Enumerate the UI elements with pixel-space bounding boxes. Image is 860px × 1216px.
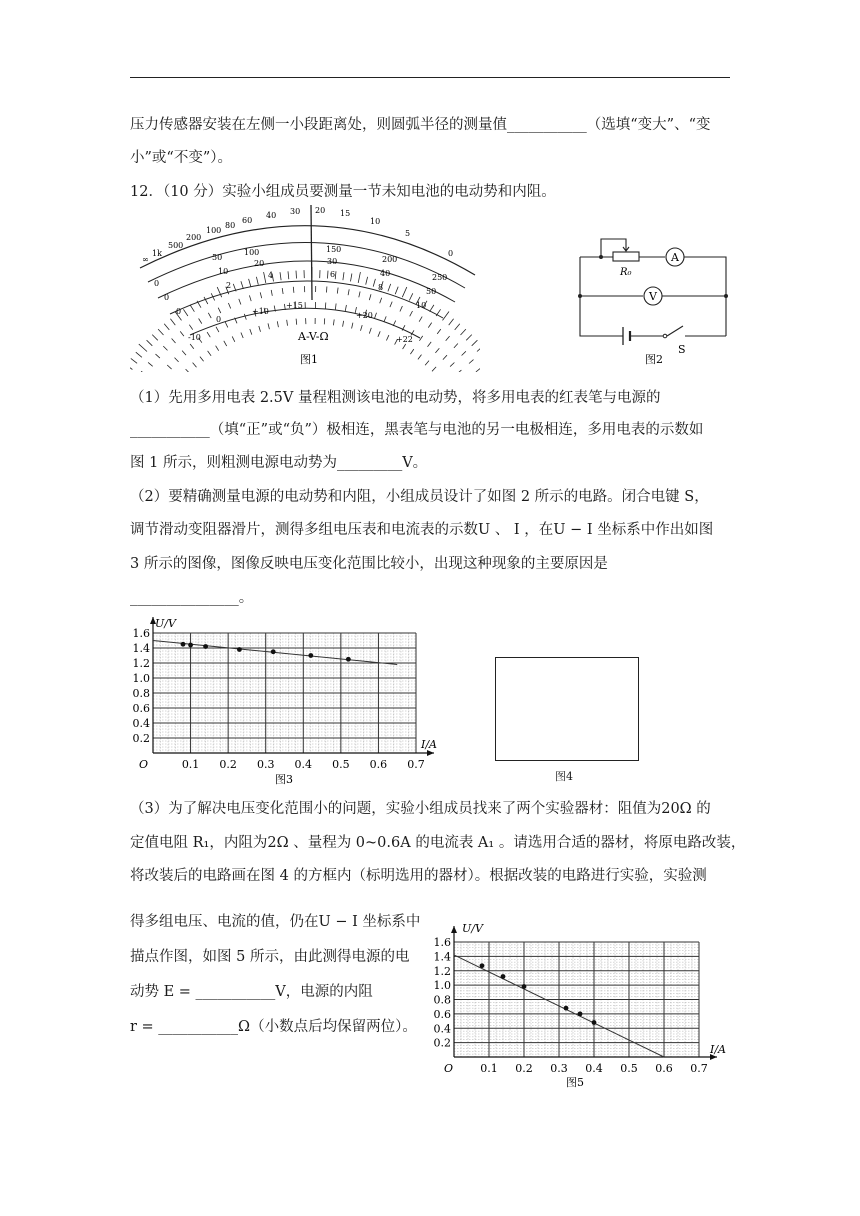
fig1-ohm-40: 40 (266, 211, 277, 220)
fig1-dial-tick (428, 323, 431, 328)
fig3-xtick-label: 0.2 (219, 758, 237, 771)
fig1-ohm-200: 200 (186, 233, 202, 242)
fig3-xtick-label: 0.6 (369, 758, 388, 771)
fig1-dial-tick (170, 319, 175, 325)
fig5-data-point (501, 974, 506, 979)
fig1-dial-tick (366, 277, 368, 285)
fig2-ammeter-label: A (671, 251, 679, 264)
fig3-ytick-label: 0.2 (132, 732, 150, 745)
fig5-ytick-label: 0.8 (433, 993, 451, 1007)
fig3-ylabel: U/V (155, 617, 176, 630)
fig1-dial-tick (450, 363, 454, 367)
fig5-xtick-label: 0.6 (655, 1062, 673, 1075)
fig1-scale-a-150: 150 (326, 245, 342, 254)
fig3-data-point (203, 644, 208, 649)
fig1-dial-tick (152, 335, 158, 341)
fig1-dial-tick (402, 287, 407, 297)
fig1-scale-a-0: 0 (154, 279, 160, 288)
fig1-dial-tick (432, 367, 436, 371)
fig3-ytick-label: 1.0 (132, 672, 150, 685)
fig1-dial-tick (241, 281, 244, 289)
fig1-dial-tick (443, 355, 447, 359)
fig5-xtick-label: 0.3 (550, 1062, 568, 1075)
fig1-db-plus22: +22 (396, 335, 413, 344)
header-rule (130, 77, 730, 78)
fig3-data-point (188, 643, 193, 648)
fig3-ytick-label: 1.2 (132, 657, 150, 670)
fig1-dial-tick (190, 344, 194, 349)
fig1-dial-tick (228, 303, 230, 309)
fig1-dial-tick (348, 289, 349, 295)
fig1-dial-tick (333, 319, 334, 325)
fig3-data-point (181, 642, 186, 647)
fig1-dial-tick (419, 336, 422, 341)
fig1-dial-tick (380, 298, 382, 304)
fig1-dial-tick (472, 340, 478, 346)
fig1-scale-b-30: 30 (327, 257, 338, 266)
fig1-dial-tick (189, 325, 192, 330)
fig1-dial-tick (199, 319, 202, 324)
fig3-xlabel: I/A (421, 738, 437, 751)
fig2-circuit-diagram (575, 230, 735, 365)
fig1-dial-tick (200, 357, 204, 362)
fig4-caption: 图4 (555, 770, 573, 783)
fig1-scale-c-10: 10 (416, 301, 427, 310)
fig5-ytick-label: 1.4 (433, 950, 451, 964)
fig5-ytick-label: 1.6 (433, 936, 451, 949)
fig1-dial-tick (249, 279, 251, 287)
fig1-dial-tick (148, 362, 153, 366)
fig1-scale-c-8: 8 (378, 283, 384, 292)
fig5-ui-chart (432, 920, 732, 1092)
fig1-ohm-0: 0 (448, 249, 454, 258)
fig1-db-plus15: +15 (286, 301, 303, 310)
fig3-ytick-label: 0.4 (132, 717, 150, 730)
fig1-dial-tick (425, 361, 429, 366)
fig3-xtick-label: 0.7 (407, 758, 425, 771)
fig1-dial-tick (419, 317, 422, 322)
fig1-db-0: 0 (216, 315, 222, 324)
fig2-switch-label: S (678, 343, 686, 356)
fig1-dial-tick (216, 346, 219, 351)
fig1-dial-tick (328, 271, 329, 279)
fig1-dial-tick (409, 293, 413, 300)
fig1-multimeter-dial (130, 200, 480, 372)
fig5-ylabel: U/V (462, 922, 483, 935)
fig3-xtick-label: 0.3 (256, 758, 275, 771)
text-line-2: 小”或“不变”）。 (130, 150, 232, 166)
fig1-dial-tick (351, 274, 352, 282)
fig1-scale-a-100: 100 (244, 248, 260, 257)
fig1-caption: 图1 (300, 353, 318, 366)
fig1-dial-tick (130, 365, 132, 370)
fig1-dial-tick (373, 279, 375, 287)
fig3-origin: O (139, 758, 149, 771)
fig1-dial-tick (232, 336, 235, 341)
fig1-dial-tick (403, 344, 406, 349)
fig1-dial-tick (264, 272, 266, 283)
fig1-dial-tick (131, 358, 137, 363)
fig3-data-point (346, 657, 351, 662)
fig1-dial-tick (455, 324, 460, 330)
fig3-data-point (237, 647, 242, 652)
text-line-1: 压力传感器安装在左侧一小段距离处，则圆弧半径的测量值___________（选填“变大”、“变 (130, 117, 711, 133)
fig5-xtick-label: 0.5 (620, 1062, 638, 1075)
fig1-dial-tick (259, 326, 261, 332)
text-line-6: 图 1 所示，则粗测电源电动势为_________V。 (130, 455, 428, 471)
fig1-dial-tick (477, 344, 480, 351)
fig1-dial-tick (288, 271, 289, 279)
fig1-scale-a-200: 200 (382, 255, 398, 264)
fig1-dial-tick (378, 331, 380, 337)
fig1-dial-tick (462, 351, 466, 355)
fig2-voltmeter-label: V (649, 290, 657, 303)
fig1-dial-tick (296, 271, 297, 279)
fig1-dial-tick (287, 320, 288, 326)
fig1-dial-tick (449, 319, 454, 325)
fig3-xtick-label: 0.1 (181, 758, 200, 771)
fig3-ytick-label: 1.4 (132, 642, 150, 655)
fig1-dial-tick (208, 351, 212, 356)
fig5-xtick-label: 0.7 (690, 1062, 708, 1075)
text-line-5: ___________（填“正”或“负”）极相连，黑表笔与电池的另一电极相连，多用电表的示数如 (130, 422, 704, 438)
fig1-dial-tick (280, 272, 281, 280)
fig1-dial-tick (193, 363, 197, 368)
fig1-dial-tick (476, 368, 480, 372)
fig1-dial-tick (388, 284, 391, 292)
fig1-dial-tick (208, 313, 211, 318)
fig1-dial-tick (216, 327, 219, 332)
fig1-dial-tick (345, 305, 346, 311)
fig1-dial-tick (395, 287, 398, 295)
fig1-dial-tick (343, 321, 344, 327)
fig1-scale-c-4: 4 (268, 271, 274, 280)
fig1-ohm-30: 30 (290, 207, 301, 216)
fig1-ohm-60: 60 (242, 216, 253, 225)
fig1-dial-tick (358, 272, 360, 283)
text-line-8: 调节滑动变阻器滑片，测得多组电压表和电流表的示数U 、 I ，在U − I 坐标系中作出如图 (130, 522, 714, 538)
fig1-dial-tick (158, 329, 163, 335)
fig1-scale-b-0: 0 (164, 293, 170, 302)
fig1-dial-tick (390, 302, 392, 308)
fig1-dial-tick (461, 329, 466, 335)
fig3-ui-chart (125, 615, 445, 787)
fig1-dial-tick (369, 328, 371, 334)
fig1-dial-tick (335, 271, 336, 279)
fig1-ohm-100: 100 (206, 226, 222, 235)
fig1-dial-tick (437, 329, 441, 334)
fig1-db-plus10: +10 (252, 307, 269, 316)
fig1-dial-tick (428, 342, 432, 347)
fig1-dial-tick (141, 371, 146, 372)
fig1-ohm-1k: 1k (152, 249, 162, 258)
fig1-dial-tick (296, 319, 297, 325)
fig5-ytick-label: 0.4 (433, 1022, 451, 1036)
fig1-scale-c-2: 2 (226, 281, 232, 290)
fig1-dial-tick (343, 272, 344, 280)
fig1-dial-tick (225, 322, 228, 327)
fig1-dial-tick (418, 355, 422, 360)
fig3-caption: 图3 (275, 773, 293, 786)
fig1-dial-tick (400, 306, 403, 311)
fig1-dial-tick (282, 288, 283, 294)
fig3-xtick-label: 0.4 (294, 758, 313, 771)
fig1-dial-tick (136, 352, 142, 357)
fig1-db-plus20: +20 (356, 311, 373, 320)
fig5-data-point (578, 1011, 583, 1016)
fig1-dial-tick (359, 292, 360, 298)
fig1-dial-tick (260, 292, 262, 298)
fig1-dial-tick (172, 339, 176, 344)
fig1-dial-tick (167, 365, 171, 369)
fig1-center-label: A-V-Ω (298, 330, 329, 343)
fig1-dial-tick (435, 348, 439, 353)
fig5-xtick-label: 0.1 (480, 1062, 498, 1075)
fig5-y-arrow (451, 926, 457, 933)
fig5-data-point (564, 1006, 569, 1011)
fig1-ohm-20: 20 (315, 206, 326, 215)
fig1-dial-tick (457, 370, 462, 372)
fig1-dial-tick (337, 288, 338, 294)
fig1-dial-tick (204, 297, 208, 304)
fig1-dial-tick (352, 323, 353, 329)
fig1-scale-a-250: 250 (432, 273, 448, 282)
text-line-9: 3 所示的图像，图像反映电压变化范围比较小，出现这种现象的主要原因是 (130, 556, 608, 572)
fig1-ohm-500: 500 (168, 241, 184, 250)
text-line-12: 定值电阻 R₁，内阻为2Ω 、量程为 0~0.6A 的电流表 A₁ 。请选用合适的器材，将原电路改装， (130, 835, 746, 851)
fig1-db-minus10: -10 (188, 333, 201, 342)
fig5-origin: O (444, 1062, 454, 1075)
fig1-ohm-10: 10 (370, 217, 381, 226)
fig1-dial-tick (183, 309, 188, 316)
text-line-4: （1）先用多用电表 2.5V 量程粗测该电池的电动势，将多用电表的红表笔与电源的 (130, 390, 661, 406)
fig1-dial-tick (430, 305, 434, 312)
text-line-7: （2）要精确测量电源的电动势和内阻，小组成员设计了如图 2 所示的电路。闭合电键 S， (130, 489, 709, 505)
fig1-dial-tick (182, 351, 186, 356)
fig1-dial-tick (241, 333, 243, 339)
fig1-ohm-80: 80 (225, 221, 236, 230)
fig1-dial-tick (277, 321, 278, 327)
fig5-ytick-label: 0.6 (433, 1007, 451, 1021)
fig1-dial-tick (163, 346, 167, 350)
text-line-14: 得多组电压、电流的值，仍在U − I 坐标系中 (130, 914, 421, 930)
fig1-scale-b-10: 10 (218, 267, 229, 276)
fig5-data-point (592, 1020, 597, 1025)
fig5-ytick-label: 1.2 (433, 964, 451, 978)
fig1-dial-tick (293, 287, 294, 293)
fig1-dial-tick (207, 332, 210, 337)
fig1-dial-tick (180, 331, 184, 336)
fig1-dial-tick (139, 344, 147, 351)
fig1-dial-tick (410, 311, 413, 316)
fig1-dial-tick (361, 325, 363, 331)
fig1-dial-tick (335, 304, 336, 310)
fig3-data-point (271, 649, 276, 654)
fig4-empty-answer-box[interactable] (495, 657, 639, 761)
fig1-dial-tick (384, 316, 386, 322)
fig1-ohm-15: 15 (340, 209, 351, 218)
fig1-ohm-inf: ∞ (142, 255, 149, 264)
fig1-dial-tick (186, 369, 190, 372)
fig1-dial-tick (375, 313, 377, 319)
fig1-dial-tick (218, 308, 221, 313)
fig1-ohm-5: 5 (405, 229, 411, 238)
fig5-caption: 图5 (566, 1076, 584, 1089)
fig1-dial-tick (443, 312, 450, 321)
fig3-ytick-label: 0.6 (132, 702, 150, 715)
question-12-heading: 12．（10 分）实验小组成员要测量一节未知电池的电动势和内阻。 (130, 184, 556, 200)
fig1-dial-tick (369, 294, 371, 300)
fig5-ytick-label: 0.2 (433, 1036, 451, 1050)
fig1-scale-c-6: 6 (330, 270, 336, 279)
fig1-dial-tick (268, 323, 269, 329)
text-line-10: _______________。 (130, 590, 254, 606)
text-line-15: 描点作图，如图 5 所示，由此测得电源的电 (130, 949, 410, 965)
fig1-scale-b-40: 40 (380, 269, 391, 278)
fig1-dial-tick (147, 340, 153, 346)
fig1-dial-tick (224, 341, 227, 346)
fig1-scale-c-0: 0 (176, 307, 182, 316)
text-line-13: 将改装后的电路画在图 4 的方框内（标明选用的器材）。根据改装的电路进行实验，实验测 (130, 868, 707, 884)
fig1-dial-tick (454, 344, 458, 348)
text-line-16: 动势 E = ___________V，电源的内阻 (130, 984, 373, 1000)
text-line-17: r = ___________Ω（小数点后均保留两位）。 (130, 1019, 417, 1035)
fig1-dial-tick (469, 360, 474, 364)
fig1-dial-tick (164, 324, 169, 330)
fig1-scale-a-50: 50 (212, 253, 223, 262)
fig1-dial-tick (249, 295, 251, 301)
fig5-ytick-label: 1.0 (433, 979, 451, 993)
fig1-dial-tick (446, 336, 450, 341)
fig2-r0-label: R₀ (620, 267, 632, 278)
fig3-xtick-label: 0.5 (332, 758, 350, 771)
fig3-ytick-label: 1.6 (132, 627, 150, 640)
fig1-dial-tick (190, 305, 194, 312)
text-line-11: （3）为了解决电压变化范围小的问题，实验小组成员找来了两个实验器材：阻值为20Ω 的 (130, 801, 711, 817)
fig1-dial-tick (250, 329, 252, 335)
fig1-dial-tick (410, 349, 413, 354)
fig1-dial-tick (175, 358, 179, 362)
fig5-data-point (522, 984, 527, 989)
fig1-dial-tick (466, 335, 472, 341)
fig5-xtick-label: 0.2 (515, 1062, 533, 1075)
fig1-dial-tick (256, 277, 258, 285)
fig5-xtick-label: 0.4 (585, 1062, 603, 1075)
fig1-scale-b-20: 20 (254, 259, 265, 268)
fig1-dial-tick (244, 314, 246, 320)
fig1-scale-b-50: 50 (426, 287, 437, 296)
fig3-ytick-label: 0.8 (132, 687, 150, 700)
fig2-caption: 图2 (645, 353, 663, 365)
fig5-data-point (480, 963, 485, 968)
fig1-dial-tick (239, 299, 241, 305)
fig5-xlabel: I/A (710, 1043, 726, 1056)
fig1-dial-tick (156, 354, 160, 358)
fig1-dial-tick (271, 290, 272, 296)
fig3-data-point (308, 653, 313, 658)
fig1-dial-tick (386, 335, 389, 340)
